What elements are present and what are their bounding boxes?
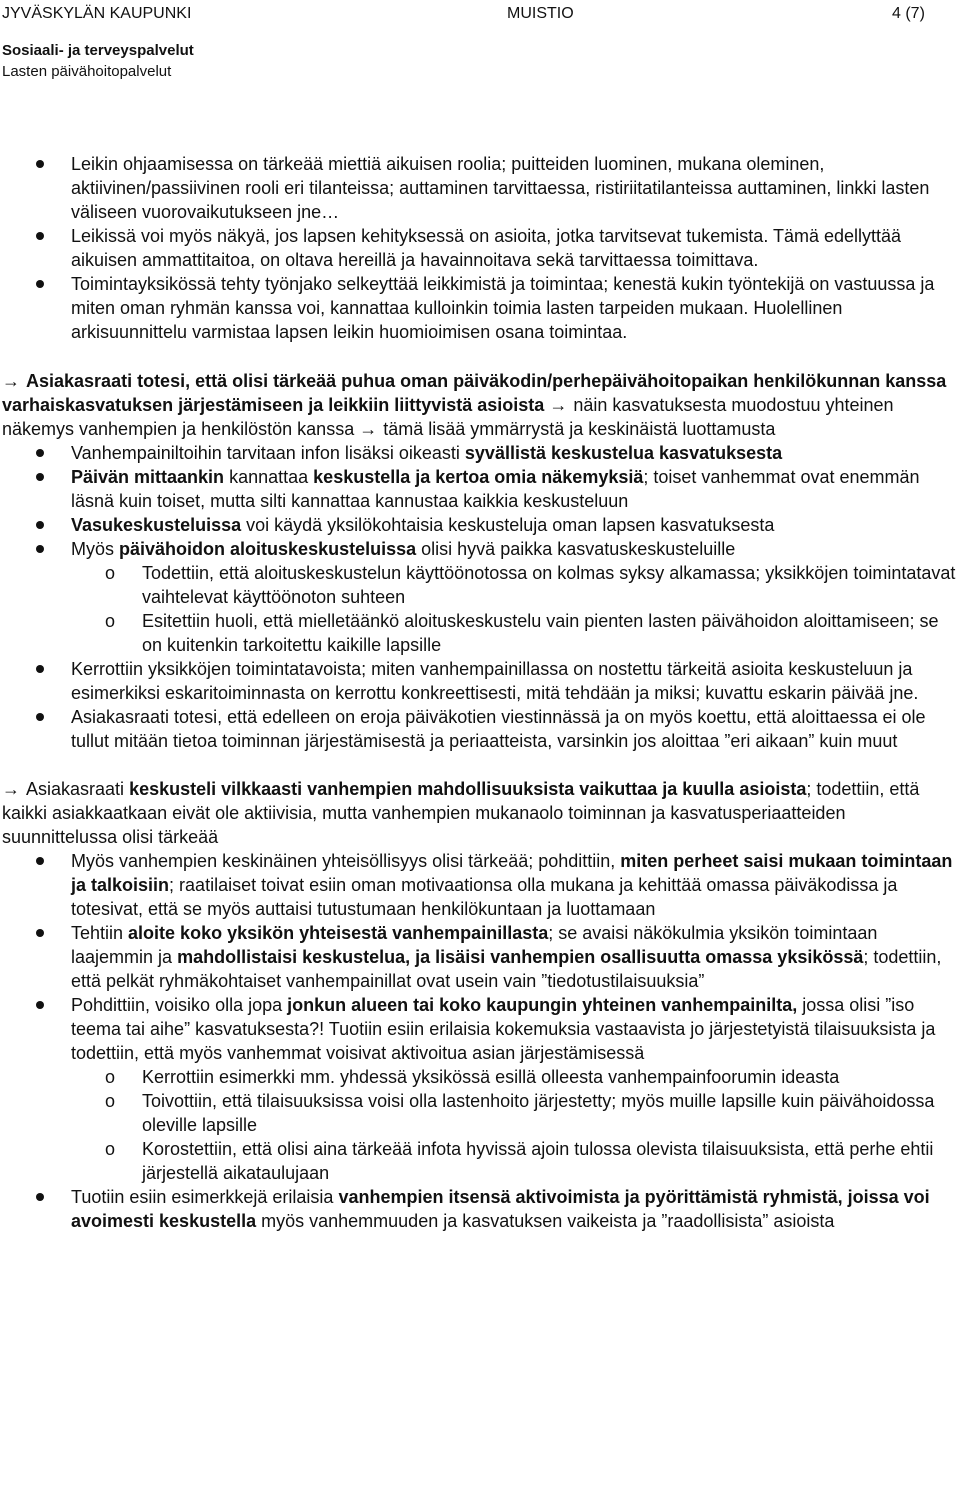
document-body xyxy=(0,152,956,1233)
list-item: Myös vanhempien keskinäinen yhteisöllisyys olisi tärkeää; pohdittiin, miten perheet saisi mukaan toimintaan ja talkoisiin; raatilaiset toivat esiin oman motivaationsa olla mukana ja kehittää omassa päiväkodissa ja totesivat, että se myös auttaisi tutustumaan henkilökuntaan ja luottamaan xyxy=(0,849,956,921)
list-item: Myös päivähoidon aloituskeskusteluissa olisi hyvä paikka kasvatuskeskusteluille xyxy=(0,537,956,561)
list-item: Päivän mittaankin kannattaa keskustella ja kertoa omia näkemyksiä; toiset vanhemmat ovat enemmän läsnä kuin toiset, mutta silti kannattaa kannustaa kaikkia keskusteluun xyxy=(0,465,956,513)
department-name: Sosiaali- ja terveyspalvelut xyxy=(2,42,194,59)
section-1-list xyxy=(0,152,956,344)
list-item: Leikissä voi myös näkyä, jos lapsen kehityksessä on asioita, jotka tarvitsevat tukemista. Tämä edellyttää aikuisen ammattitaitoa, on oltava hereillä ja havainnoitava sekä tarvittaessa toimittava. xyxy=(0,224,956,272)
page-number: 4 (7) xyxy=(892,5,925,22)
circle-marker-icon: o xyxy=(105,1139,116,1159)
section-2-intro: → Asiakasraati totesi, että olisi tärkeää puhua oman päiväkodin/perhepäivähoitopaikan henkilökunnan kanssa varhaiskasvatuksen järjestämiseen ja leikkiin liittyvistä asioista → näin kasvatuksesta muodostuu yhteinen näkemys vanhempien ja henkilöstön kanssa → tämä lisää ymmärrystä ja keskinäistä luottamusta xyxy=(2,371,947,439)
circle-marker-icon: o xyxy=(105,563,116,583)
arrow-icon: → xyxy=(359,419,378,439)
sub-list-item: o Todettiin, että aloituskeskustelun käyttöönotossa on kolmas syksy alkamassa; yksikköjen toimintatavat vaihtelevat käyttöönoton suhteen xyxy=(105,563,956,607)
list-item: Tehtiin aloite koko yksikön yhteisestä vanhempainillasta; se avaisi näkökulmia yksikön toimintaan laajemmin ja mahdollistaisi keskustelua, ja lisäisi vanhempien osallisuutta omassa yksikössä; todettiin, että pelkät ryhmäkohtaiset vanhempainillat ovat usein vain ”tiedotustilaisuuksia” xyxy=(0,921,956,993)
list-item: Kerrottiin yksikköjen toimintatavoista; miten vanhempainillassa on nostettu tärkeitä asioita keskusteluun ja esimerkiksi eskaritoiminnasta on kerrottu konkreettisesti, mitä tehdään ja miksi; kuvattu eskarin päivää jne. xyxy=(0,657,956,705)
section-2-list xyxy=(0,441,956,753)
list-item: Asiakasraati totesi, että edelleen on eroja päiväkotien viestinnässä ja on myös koettu, että aloittaessa ei ole tullut mitään tietoa toiminnan järjestämisestä ja periaatteista, varsinkin jos aloittaa ”eri aikaan” kuin muut xyxy=(0,705,956,753)
section-3-list xyxy=(0,849,956,1233)
sub-list-item: o Esitettiin huoli, että mielletäänkö aloituskeskustelu vain pienten lasten päivähoidon aloittamiseen; se on kuitenkin tarkoitettu kaikille lapsille xyxy=(105,611,939,655)
list-item: Leikin ohjaamisessa on tärkeää miettiä aikuisen roolia; puitteiden luominen, mukana oleminen, aktiivinen/passiivinen rooli eri tilanteissa; auttaminen tarvittaessa, ristiriitatilanteissa auttaminen, linkki lasten väliseen vuorovaikutukseen jne… xyxy=(0,152,956,224)
circle-marker-icon: o xyxy=(105,1091,116,1111)
organization-name: JYVÄSKYLÄN KAUPUNKI xyxy=(2,5,192,22)
sub-list-item: o Toivottiin, että tilaisuuksissa voisi olla lastenhoito järjestetty; myös muille lapsille kuin päivähoidossa oleville lapsille xyxy=(105,1091,935,1135)
circle-marker-icon: o xyxy=(105,611,116,631)
circle-marker-icon: o xyxy=(105,1067,116,1087)
list-item: Tuotiin esiin esimerkkejä erilaisia vanhempien itsensä aktivoimista ja pyörittämistä ryhmistä, joissa voi avoimesti keskustella myös vanhemmuuden ja kasvatuksen vaikeista ja ”raadollisista” asioista xyxy=(0,1185,956,1233)
sub-list-item: o Kerrottiin esimerkki mm. yhdessä yksikössä esillä olleesta vanhempainfoorumin ideasta xyxy=(105,1067,840,1087)
list-item: Pohdittiin, voisiko olla jopa jonkun alueen tai koko kaupungin yhteinen vanhempainilta, jossa olisi ”iso teema tai aihe” kasvatuksesta?! Tuotiin esiin erilaisia kokemuksia vastaavista jo järjestetyistä tilaisuuksista ja todettiin, että myös vanhemmat voisivat aktivoitua asian järjestämisessä xyxy=(0,993,956,1065)
section-3-intro: → Asiakasraati keskusteli vilkkaasti vanhempien mahdollisuuksista vaikuttaa ja kuulla asioista; todettiin, että kaikki asiakkaatkaan eivät ole aktiivisia, mutta vanhempien mukanaolo toiminnan ja kasvatusperiaatteiden suunnittelussa olisi tärkeää xyxy=(2,779,920,847)
sub-list-item: o Korostettiin, että olisi aina tärkeää infota hyvissä ajoin tulossa olevista tilaisuuksista, että perhe ehtii järjestellä aikataulujaan xyxy=(105,1139,934,1183)
arrow-icon: → xyxy=(2,779,20,799)
list-item: Vanhempainiltoihin tarvitaan infon lisäksi oikeasti syvällistä keskustelua kasvatuksesta xyxy=(0,441,956,465)
list-item: Vasukeskusteluissa voi käydä yksilökohtaisia keskusteluja oman lapsen kasvatuksesta xyxy=(0,513,956,537)
arrow-icon: → xyxy=(549,395,568,415)
unit-name: Lasten päivähoitopalvelut xyxy=(2,63,172,80)
arrow-icon: → xyxy=(2,371,20,391)
list-item: Toimintayksikössä tehty työnjako selkeyttää leikkimistä ja toimintaa; kenestä kukin työntekijä on vastuussa ja miten oman ryhmän kanssa voi, kannattaa kulloinkin toimia lasten tarpeiden mukaan. Huolellinen arkisuunnittelu varmistaa lapsen leikin huomioimisen osana toimintaa. xyxy=(0,272,956,344)
document-type: MUISTIO xyxy=(507,5,574,22)
